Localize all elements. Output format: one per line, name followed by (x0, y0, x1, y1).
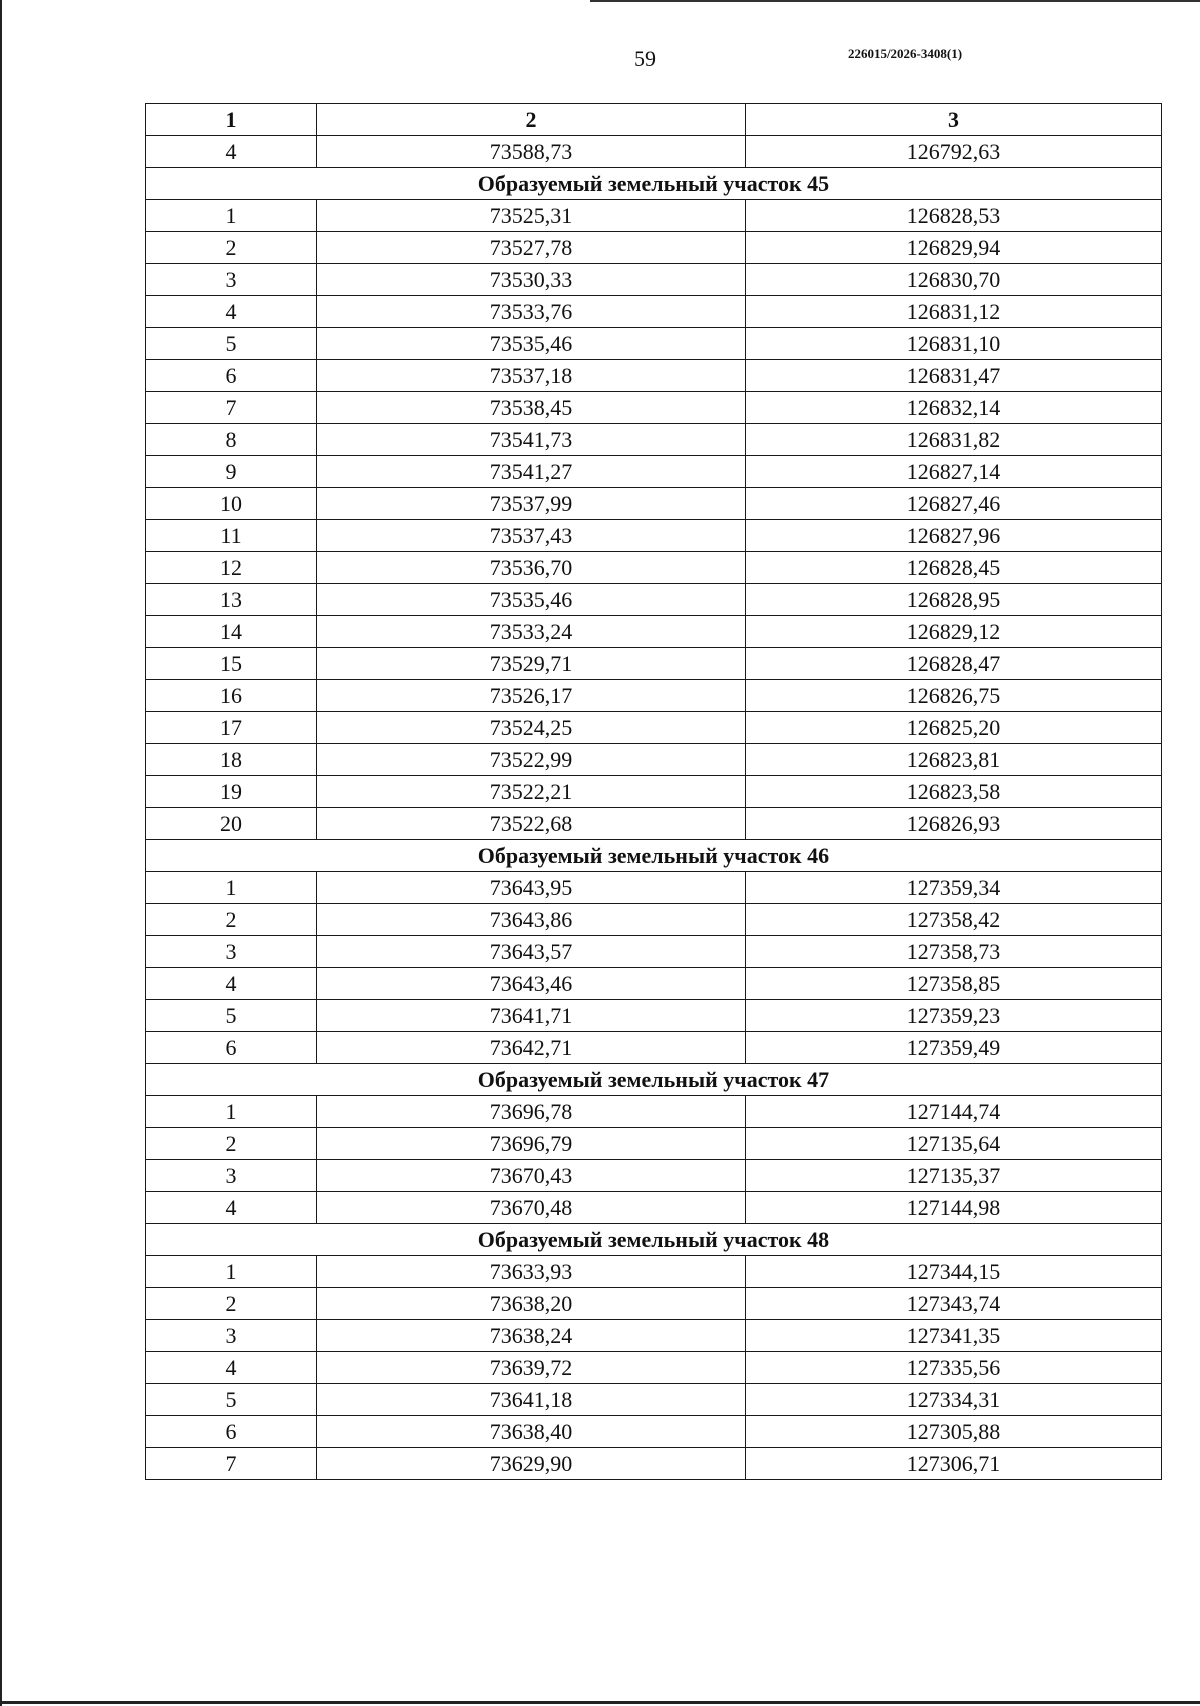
y-coordinate-cell: 126827,46 (746, 488, 1162, 520)
table-row (146, 872, 1162, 904)
y-coordinate-cell: 126828,45 (746, 552, 1162, 584)
table-row (146, 584, 1162, 616)
page-number: 59 (634, 46, 656, 71)
section-title: Образуемый земельный участок 45 (146, 168, 1162, 200)
point-number-cell: 1 (146, 200, 317, 232)
y-coordinate-cell: 127358,42 (746, 904, 1162, 936)
x-coordinate-cell: 73525,31 (317, 200, 746, 232)
table-row (146, 232, 1162, 264)
x-coordinate-cell: 73522,99 (317, 744, 746, 776)
scan-edge-left (0, 0, 2, 1706)
point-number-cell: 4 (146, 136, 317, 168)
point-number-cell: 7 (146, 392, 317, 424)
x-coordinate-cell: 73524,25 (317, 712, 746, 744)
table-row (146, 1096, 1162, 1128)
x-coordinate-cell: 73526,17 (317, 680, 746, 712)
y-coordinate-cell: 126832,14 (746, 392, 1162, 424)
point-number-cell: 4 (146, 1352, 317, 1384)
y-coordinate-cell: 126831,12 (746, 296, 1162, 328)
table-row (146, 776, 1162, 808)
x-coordinate-cell: 73629,90 (317, 1448, 746, 1480)
column-header-1: 1 (146, 104, 317, 136)
point-number-cell: 17 (146, 712, 317, 744)
y-coordinate-cell: 127305,88 (746, 1416, 1162, 1448)
table-row (146, 808, 1162, 840)
y-coordinate-cell: 126828,95 (746, 584, 1162, 616)
table-row (146, 1416, 1162, 1448)
table-row (146, 264, 1162, 296)
scan-edge-bottom (0, 1701, 1200, 1704)
x-coordinate-cell: 73633,93 (317, 1256, 746, 1288)
x-coordinate-cell: 73533,24 (317, 616, 746, 648)
x-coordinate-cell: 73638,20 (317, 1288, 746, 1320)
point-number-cell: 7 (146, 1448, 317, 1480)
table-row (146, 424, 1162, 456)
point-number-cell: 16 (146, 680, 317, 712)
document-code: 226015/2026-3408(1) (847, 46, 963, 61)
x-coordinate-cell: 73537,99 (317, 488, 746, 520)
y-coordinate-cell: 126831,82 (746, 424, 1162, 456)
x-coordinate-cell: 73696,79 (317, 1128, 746, 1160)
x-coordinate-cell: 73643,86 (317, 904, 746, 936)
x-coordinate-cell: 73522,68 (317, 808, 746, 840)
x-coordinate-cell: 73529,71 (317, 648, 746, 680)
y-coordinate-cell: 126826,93 (746, 808, 1162, 840)
x-coordinate-cell: 73535,46 (317, 584, 746, 616)
table-row (146, 296, 1162, 328)
table-row (146, 616, 1162, 648)
x-coordinate-cell: 73541,73 (317, 424, 746, 456)
y-coordinate-cell: 127135,64 (746, 1128, 1162, 1160)
y-coordinate-cell: 126829,12 (746, 616, 1162, 648)
point-number-cell: 6 (146, 1416, 317, 1448)
table-row (146, 360, 1162, 392)
table-row (146, 1000, 1162, 1032)
table-row (146, 136, 1162, 168)
table-row (146, 1384, 1162, 1416)
y-coordinate-cell: 127358,85 (746, 968, 1162, 1000)
y-coordinate-cell: 126829,94 (746, 232, 1162, 264)
point-number-cell: 12 (146, 552, 317, 584)
y-coordinate-cell: 126827,14 (746, 456, 1162, 488)
x-coordinate-cell: 73522,21 (317, 776, 746, 808)
x-coordinate-cell: 73643,46 (317, 968, 746, 1000)
table-row (146, 552, 1162, 584)
y-coordinate-cell: 127335,56 (746, 1352, 1162, 1384)
table-row (146, 712, 1162, 744)
point-number-cell: 20 (146, 808, 317, 840)
y-coordinate-cell: 126827,96 (746, 520, 1162, 552)
y-coordinate-cell: 126828,47 (746, 648, 1162, 680)
x-coordinate-cell: 73639,72 (317, 1352, 746, 1384)
y-coordinate-cell: 127358,73 (746, 936, 1162, 968)
table-row (146, 392, 1162, 424)
y-coordinate-cell: 126828,53 (746, 200, 1162, 232)
x-coordinate-cell: 73670,43 (317, 1160, 746, 1192)
y-coordinate-cell: 126825,20 (746, 712, 1162, 744)
point-number-cell: 2 (146, 904, 317, 936)
y-coordinate-cell: 126792,63 (746, 136, 1162, 168)
x-coordinate-cell: 73641,18 (317, 1384, 746, 1416)
point-number-cell: 3 (146, 1160, 317, 1192)
y-coordinate-cell: 127359,23 (746, 1000, 1162, 1032)
table-row (146, 1256, 1162, 1288)
section-title-row (146, 1064, 1162, 1096)
x-coordinate-cell: 73670,48 (317, 1192, 746, 1224)
x-coordinate-cell: 73535,46 (317, 328, 746, 360)
point-number-cell: 14 (146, 616, 317, 648)
table-row (146, 1192, 1162, 1224)
point-number-cell: 5 (146, 1000, 317, 1032)
y-coordinate-cell: 127334,31 (746, 1384, 1162, 1416)
y-coordinate-cell: 126823,58 (746, 776, 1162, 808)
x-coordinate-cell: 73642,71 (317, 1032, 746, 1064)
point-number-cell: 6 (146, 360, 317, 392)
x-coordinate-cell: 73638,40 (317, 1416, 746, 1448)
point-number-cell: 9 (146, 456, 317, 488)
section-title: Образуемый земельный участок 46 (146, 840, 1162, 872)
x-coordinate-cell: 73527,78 (317, 232, 746, 264)
y-coordinate-cell: 127144,74 (746, 1096, 1162, 1128)
point-number-cell: 10 (146, 488, 317, 520)
y-coordinate-cell: 127359,49 (746, 1032, 1162, 1064)
point-number-cell: 3 (146, 264, 317, 296)
x-coordinate-cell: 73643,95 (317, 872, 746, 904)
table-row (146, 1448, 1162, 1480)
point-number-cell: 5 (146, 328, 317, 360)
y-coordinate-cell: 126826,75 (746, 680, 1162, 712)
y-coordinate-cell: 127341,35 (746, 1320, 1162, 1352)
table-row (146, 1288, 1162, 1320)
table-row (146, 328, 1162, 360)
table-row (146, 648, 1162, 680)
point-number-cell: 3 (146, 936, 317, 968)
x-coordinate-cell: 73588,73 (317, 136, 746, 168)
table-row (146, 520, 1162, 552)
y-coordinate-cell: 127344,15 (746, 1256, 1162, 1288)
point-number-cell: 13 (146, 584, 317, 616)
x-coordinate-cell: 73638,24 (317, 1320, 746, 1352)
x-coordinate-cell: 73541,27 (317, 456, 746, 488)
point-number-cell: 8 (146, 424, 317, 456)
table-row (146, 200, 1162, 232)
y-coordinate-cell: 126831,10 (746, 328, 1162, 360)
x-coordinate-cell: 73643,57 (317, 936, 746, 968)
x-coordinate-cell: 73641,71 (317, 1000, 746, 1032)
x-coordinate-cell: 73696,78 (317, 1096, 746, 1128)
point-number-cell: 4 (146, 296, 317, 328)
point-number-cell: 1 (146, 1256, 317, 1288)
table-row (146, 1128, 1162, 1160)
x-coordinate-cell: 73533,76 (317, 296, 746, 328)
y-coordinate-cell: 127359,34 (746, 872, 1162, 904)
point-number-cell: 4 (146, 1192, 317, 1224)
y-coordinate-cell: 126823,81 (746, 744, 1162, 776)
table-row (146, 1320, 1162, 1352)
section-title: Образуемый земельный участок 47 (146, 1064, 1162, 1096)
point-number-cell: 18 (146, 744, 317, 776)
section-title-row (146, 1224, 1162, 1256)
y-coordinate-cell: 127306,71 (746, 1448, 1162, 1480)
x-coordinate-cell: 73537,18 (317, 360, 746, 392)
table-header-row (146, 104, 1162, 136)
point-number-cell: 2 (146, 1128, 317, 1160)
table-row (146, 1352, 1162, 1384)
point-number-cell: 2 (146, 232, 317, 264)
table-row (146, 744, 1162, 776)
point-number-cell: 11 (146, 520, 317, 552)
point-number-cell: 5 (146, 1384, 317, 1416)
table-row (146, 680, 1162, 712)
table-row (146, 904, 1162, 936)
x-coordinate-cell: 73537,43 (317, 520, 746, 552)
y-coordinate-cell: 126830,70 (746, 264, 1162, 296)
table-row (146, 456, 1162, 488)
table-row (146, 936, 1162, 968)
x-coordinate-cell: 73530,33 (317, 264, 746, 296)
section-title-row (146, 840, 1162, 872)
table-row (146, 968, 1162, 1000)
y-coordinate-cell: 126831,47 (746, 360, 1162, 392)
scan-edge-top (590, 0, 1200, 2)
column-header-2: 2 (317, 104, 746, 136)
x-coordinate-cell: 73538,45 (317, 392, 746, 424)
section-title: Образуемый земельный участок 48 (146, 1224, 1162, 1256)
y-coordinate-cell: 127135,37 (746, 1160, 1162, 1192)
table-row (146, 1160, 1162, 1192)
x-coordinate-cell: 73536,70 (317, 552, 746, 584)
y-coordinate-cell: 127343,74 (746, 1288, 1162, 1320)
point-number-cell: 1 (146, 872, 317, 904)
coordinates-table-body (146, 104, 1162, 1480)
point-number-cell: 3 (146, 1320, 317, 1352)
point-number-cell: 2 (146, 1288, 317, 1320)
coordinates-table (145, 103, 1162, 1480)
table-row (146, 1032, 1162, 1064)
point-number-cell: 4 (146, 968, 317, 1000)
point-number-cell: 1 (146, 1096, 317, 1128)
point-number-cell: 6 (146, 1032, 317, 1064)
y-coordinate-cell: 127144,98 (746, 1192, 1162, 1224)
point-number-cell: 15 (146, 648, 317, 680)
column-header-3: 3 (746, 104, 1162, 136)
table-row (146, 488, 1162, 520)
section-title-row (146, 168, 1162, 200)
point-number-cell: 19 (146, 776, 317, 808)
